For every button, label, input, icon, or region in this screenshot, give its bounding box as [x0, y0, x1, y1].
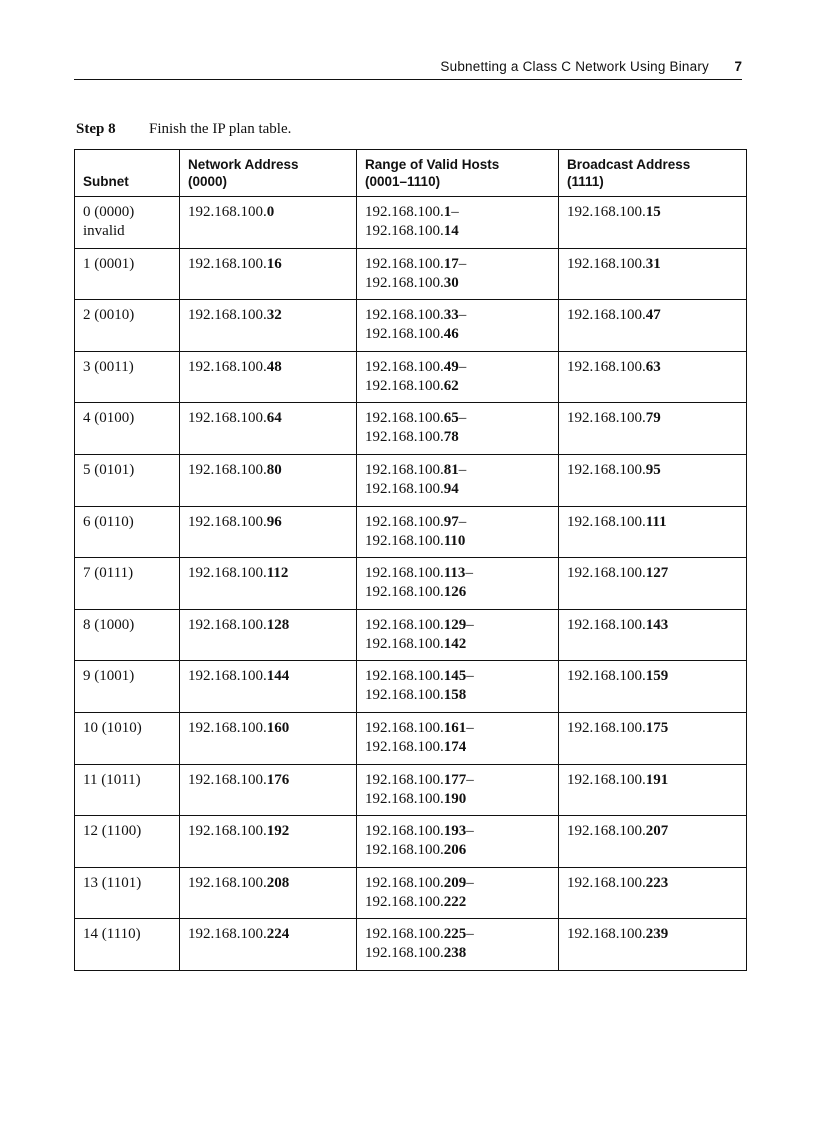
subnet-cell: [75, 454, 180, 506]
step-label: Step 8: [76, 121, 116, 137]
network-address-cell: 192.168.100.112: [180, 558, 357, 610]
network-octet: 128: [266, 616, 290, 633]
step-text: Finish the IP plan table.: [149, 121, 292, 137]
last-host-octet: 126: [443, 584, 467, 601]
last-host-octet: 206: [443, 842, 467, 859]
table-row: [75, 351, 747, 403]
network-octet: 144: [266, 668, 290, 685]
table-row: [75, 403, 747, 455]
network-address-cell: 192.168.100.224: [180, 919, 357, 971]
first-host-octet: 193: [443, 823, 467, 840]
broadcast-address-cell: 192.168.100.207: [559, 816, 747, 868]
last-host-octet: 222: [443, 893, 467, 910]
subnet-cell: [75, 351, 180, 403]
subnet-label: 4 (0100): [83, 410, 135, 427]
broadcast-address-cell: 192.168.100.143: [559, 609, 747, 661]
page-number: 7: [734, 59, 742, 74]
network-address-cell: 192.168.100.128: [180, 609, 357, 661]
header-subnet: Subnet: [75, 150, 180, 197]
subnet-cell: [75, 867, 180, 919]
broadcast-octet: 79: [645, 410, 661, 427]
broadcast-octet: 191: [645, 771, 669, 788]
last-host-octet: 14: [443, 223, 459, 239]
first-host-octet: 33: [443, 307, 459, 324]
first-host-octet: 1: [443, 204, 452, 220]
broadcast-octet: 159: [645, 668, 669, 685]
broadcast-octet: 111: [645, 513, 667, 530]
broadcast-address-cell: 192.168.100.127: [559, 558, 747, 610]
broadcast-address-cell: 192.168.100.111: [559, 506, 747, 558]
host-range-cell: 192.168.100.97– 192.168.100.110: [357, 506, 559, 558]
network-octet: 48: [266, 358, 282, 375]
network-octet: 208: [266, 874, 290, 891]
last-host-octet: 190: [443, 790, 467, 807]
first-host-octet: 209: [443, 874, 467, 891]
network-octet: 0: [266, 204, 275, 220]
broadcast-octet: 239: [645, 926, 669, 943]
step-instruction: [76, 121, 291, 138]
subnet-label: 11 (1011): [83, 771, 141, 788]
network-octet: 96: [266, 513, 282, 530]
running-header: [74, 59, 742, 80]
broadcast-address-cell: 192.168.100.159: [559, 661, 747, 713]
subnet-cell: [75, 248, 180, 300]
first-host-octet: 129: [443, 616, 467, 633]
subnet-label: 6 (0110): [83, 513, 134, 530]
subnet-label: 10 (1010): [83, 719, 142, 736]
network-octet: 160: [266, 719, 290, 736]
ip-plan-table: [74, 149, 747, 971]
subnet-label: 5 (0101): [83, 461, 135, 478]
table-row: [75, 506, 747, 558]
host-range-cell: 192.168.100.49– 192.168.100.62: [357, 351, 559, 403]
first-host-octet: 65: [443, 410, 459, 427]
broadcast-octet: 15: [645, 204, 661, 220]
last-host-octet: 30: [443, 274, 459, 291]
subnet-cell: [75, 558, 180, 610]
subnet-cell: [75, 661, 180, 713]
broadcast-address-cell: 192.168.100.175: [559, 712, 747, 764]
subnet-label: 8 (1000): [83, 616, 135, 633]
network-octet: 176: [266, 771, 290, 788]
network-address-cell: 192.168.100.48: [180, 351, 357, 403]
last-host-octet: 238: [443, 945, 467, 962]
subnet-cell: [75, 403, 180, 455]
broadcast-address-cell: 192.168.100.15: [559, 197, 747, 249]
broadcast-address-cell: 192.168.100.63: [559, 351, 747, 403]
network-octet: 32: [266, 307, 282, 324]
network-octet: 64: [266, 410, 282, 427]
subnet-cell: [75, 816, 180, 868]
table-row: [75, 867, 747, 919]
table-row: [75, 609, 747, 661]
host-range-cell: 192.168.100.193– 192.168.100.206: [357, 816, 559, 868]
broadcast-octet: 47: [645, 307, 661, 324]
subnet-cell: [75, 764, 180, 816]
broadcast-address-cell: 192.168.100.31: [559, 248, 747, 300]
last-host-octet: 78: [443, 429, 459, 446]
host-range-cell: 192.168.100.161– 192.168.100.174: [357, 712, 559, 764]
subnet-label: 1 (0001): [83, 255, 135, 272]
header-broadcast-address: Broadcast Address (1111): [559, 150, 747, 197]
table-row: [75, 661, 747, 713]
broadcast-address-cell: 192.168.100.223: [559, 867, 747, 919]
subnet-label: 0 (0000): [83, 204, 135, 220]
network-address-cell: 192.168.100.160: [180, 712, 357, 764]
last-host-octet: 142: [443, 635, 467, 652]
subnet-label: 14 (1110): [83, 926, 141, 943]
table-row: [75, 816, 747, 868]
network-address-cell: 192.168.100.96: [180, 506, 357, 558]
first-host-octet: 161: [443, 719, 467, 736]
broadcast-address-cell: 192.168.100.79: [559, 403, 747, 455]
first-host-octet: 97: [443, 513, 459, 530]
last-host-octet: 174: [443, 738, 467, 755]
broadcast-address-cell: 192.168.100.47: [559, 300, 747, 352]
network-octet: 112: [266, 565, 289, 582]
broadcast-octet: 63: [645, 358, 661, 375]
broadcast-octet: 31: [645, 255, 661, 272]
broadcast-octet: 95: [645, 461, 661, 478]
host-range-cell: 192.168.100.1– 192.168.100.14: [357, 197, 559, 249]
first-host-octet: 145: [443, 668, 467, 685]
broadcast-octet: 143: [645, 616, 669, 633]
network-octet: 224: [266, 926, 290, 943]
table-body: [75, 197, 747, 971]
subnet-cell: [75, 300, 180, 352]
table-header-row: [75, 150, 747, 197]
host-range-cell: 192.168.100.225– 192.168.100.238: [357, 919, 559, 971]
first-host-octet: 225: [443, 926, 467, 943]
first-host-octet: 17: [443, 255, 459, 272]
network-address-cell: 192.168.100.192: [180, 816, 357, 868]
first-host-octet: 81: [443, 461, 459, 478]
first-host-octet: 113: [443, 565, 466, 582]
subnet-label: 12 (1100): [83, 823, 142, 840]
network-address-cell: 192.168.100.208: [180, 867, 357, 919]
host-range-cell: 192.168.100.65– 192.168.100.78: [357, 403, 559, 455]
broadcast-octet: 175: [645, 719, 669, 736]
network-address-cell: 192.168.100.144: [180, 661, 357, 713]
table-row: [75, 558, 747, 610]
subnet-label: 2 (0010): [83, 307, 135, 324]
network-address-cell: 192.168.100.0: [180, 197, 357, 249]
broadcast-octet: 127: [645, 565, 669, 582]
host-range-cell: 192.168.100.17– 192.168.100.30: [357, 248, 559, 300]
network-address-cell: 192.168.100.80: [180, 454, 357, 506]
subnet-cell: [75, 197, 180, 249]
subnet-cell: [75, 919, 180, 971]
table-row: [75, 197, 747, 249]
network-octet: 192: [266, 823, 290, 840]
network-address-cell: 192.168.100.64: [180, 403, 357, 455]
network-octet: 80: [266, 461, 282, 478]
subnet-cell: [75, 506, 180, 558]
network-address-cell: 192.168.100.32: [180, 300, 357, 352]
table-row: [75, 712, 747, 764]
table-row: [75, 764, 747, 816]
subnet-label: 7 (0111): [83, 565, 134, 582]
network-address-cell: 192.168.100.16: [180, 248, 357, 300]
first-host-octet: 49: [443, 358, 459, 375]
host-range-cell: 192.168.100.33– 192.168.100.46: [357, 300, 559, 352]
host-range-cell: 192.168.100.145– 192.168.100.158: [357, 661, 559, 713]
subnet-note: invalid: [83, 223, 125, 239]
host-range-cell: 192.168.100.129– 192.168.100.142: [357, 609, 559, 661]
table-row: [75, 300, 747, 352]
subnet-cell: [75, 609, 180, 661]
header-network-address: Network Address (0000): [180, 150, 357, 197]
subnet-label: 9 (1001): [83, 668, 135, 685]
broadcast-octet: 207: [645, 823, 669, 840]
broadcast-address-cell: 192.168.100.95: [559, 454, 747, 506]
subnet-label: 3 (0011): [83, 358, 134, 375]
header-title: Subnetting a Class C Network Using Binary: [440, 59, 709, 74]
first-host-octet: 177: [443, 771, 467, 788]
table-row: [75, 919, 747, 971]
broadcast-octet: 223: [645, 874, 669, 891]
host-range-cell: 192.168.100.209– 192.168.100.222: [357, 867, 559, 919]
host-range-cell: 192.168.100.113– 192.168.100.126: [357, 558, 559, 610]
last-host-octet: 94: [443, 480, 459, 497]
host-range-cell: 192.168.100.81– 192.168.100.94: [357, 454, 559, 506]
last-host-octet: 62: [443, 377, 459, 394]
broadcast-address-cell: 192.168.100.191: [559, 764, 747, 816]
host-range-cell: 192.168.100.177– 192.168.100.190: [357, 764, 559, 816]
last-host-octet: 46: [443, 326, 459, 343]
network-address-cell: 192.168.100.176: [180, 764, 357, 816]
table-row: [75, 454, 747, 506]
broadcast-address-cell: 192.168.100.239: [559, 919, 747, 971]
last-host-octet: 158: [443, 687, 467, 704]
header-host-range: Range of Valid Hosts (0001–1110): [357, 150, 559, 197]
subnet-cell: [75, 712, 180, 764]
subnet-label: 13 (1101): [83, 874, 142, 891]
table-row: [75, 248, 747, 300]
network-octet: 16: [266, 255, 282, 272]
last-host-octet: 110: [443, 532, 466, 549]
